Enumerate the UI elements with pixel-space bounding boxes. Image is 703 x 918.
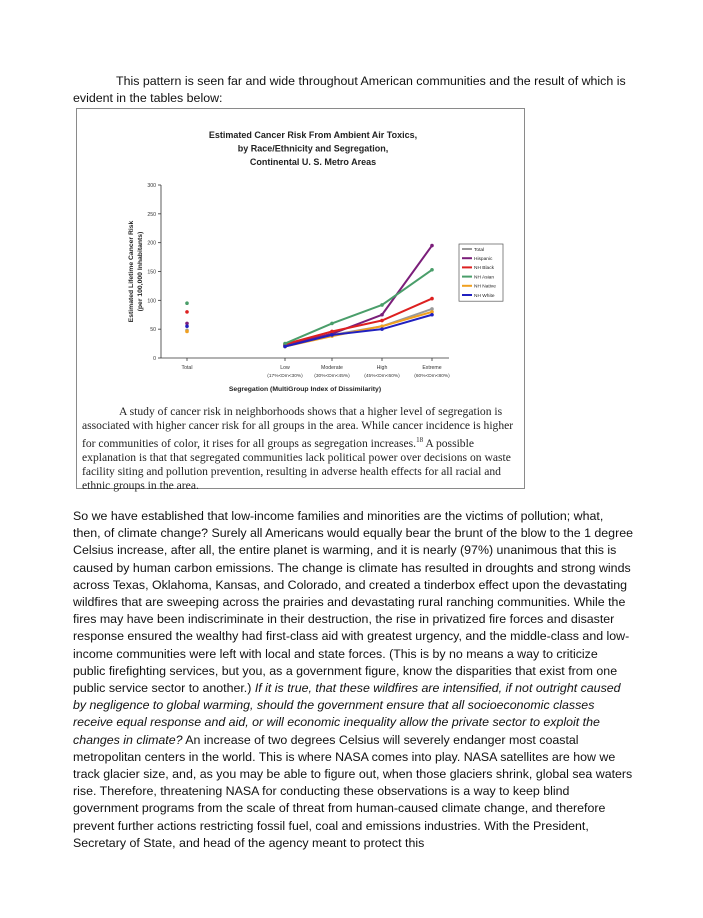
data-point — [380, 319, 384, 323]
x-tick-label: High — [376, 365, 388, 371]
chart-figure — [76, 108, 525, 493]
data-point — [330, 333, 334, 337]
caption-text-2: A possible explanation is that that segregated communities lack political power over decisions on waste facility siting and pollution prevention, resulting in adverse health effects for all racial and ethnic groups in the area. — [82, 437, 511, 493]
y-tick-label: 150 — [147, 269, 156, 276]
legend-label: Total — [474, 247, 485, 253]
x-tick-label: Total — [181, 365, 193, 371]
x-tick-label: Extreme — [422, 365, 442, 371]
data-point — [380, 327, 384, 331]
x-tick-sublabel: (30%<Dm<45%) — [314, 374, 350, 379]
intro-paragraph — [73, 73, 633, 107]
data-point — [380, 303, 384, 307]
footnote-marker: 18 — [416, 436, 424, 445]
data-point — [430, 268, 434, 272]
chart-title-line: by Race/Ethnicity and Segregation, — [237, 143, 389, 154]
cancer-risk-chart — [77, 109, 524, 399]
chart-title-line: Continental U. S. Metro Areas — [249, 157, 377, 167]
legend-label: NH Asian — [474, 275, 494, 281]
x-axis-label: Segregation (MultiGroup Index of Dissimilarity) — [228, 386, 382, 393]
caption-text: A study of cancer risk in neighborhoods shows that a higher level of segregation is associated with higher cancer risk for all groups in the area. While cancer incidence is higher for communities of color, it rises for all groups as segregation increases. — [82, 405, 514, 451]
chart-title-line: Estimated Cancer Risk From Ambient Air Toxics, — [208, 130, 418, 140]
body-italic-question: If it is true, that these wildfires are intensified, if not outright caused by negligence to global warming, should the government ensure that all socioeconomic classes receive equal response and aid, or will economic inequality allow the private sector to exploit the changes in climate? — [73, 681, 621, 747]
data-point — [330, 322, 334, 326]
x-tick-sublabel: (45%<Dm<60%) — [364, 374, 400, 379]
total-data-point — [185, 330, 189, 334]
y-tick-label: 300 — [147, 183, 156, 189]
total-data-point — [185, 310, 189, 314]
intro-text: This pattern is seen far and wide throughout American communities and the result of which is evident in the tables below: — [73, 74, 626, 106]
y-tick-label: 50 — [150, 327, 156, 334]
y-tick-label: 200 — [147, 240, 156, 247]
body-paragraph — [73, 508, 633, 852]
y-axis-label: Estimated Lifetime Cancer Risk — [128, 220, 135, 323]
data-point — [330, 330, 334, 334]
legend-label: NH Black — [474, 266, 494, 272]
data-point — [380, 313, 384, 317]
chart-caption — [82, 405, 516, 493]
data-point — [430, 313, 434, 317]
legend-label: NH White — [474, 293, 495, 299]
legend-label: NH Native — [474, 284, 496, 290]
y-tick-label: 250 — [147, 211, 156, 218]
data-point — [283, 345, 287, 349]
body-text-2: An increase of two degrees Celsius will severely endanger most coastal metropolitan centers in the world. This is where NASA comes into play. NASA satellites are how we track glacier size, and, as you may be able to figure out, when those glaciers shrink, global sea waters rise. Therefore, threatening NASA for conducting these observations is a way to keep blind government programs from the scale of threat from human-caused climate change, and therefore prevent further actions restricting fossil fuel, coal and emissions industries. With the President, Secretary of State, and head of the agency meant to protect this — [73, 732, 633, 850]
x-tick-label: Low — [280, 365, 290, 371]
data-point — [430, 244, 434, 248]
y-tick-label: 0 — [153, 356, 156, 362]
x-tick-label: Moderate — [321, 365, 343, 371]
total-data-point — [185, 324, 189, 328]
x-tick-sublabel: (60%<Dm<80%) — [414, 374, 450, 379]
data-point — [430, 297, 434, 301]
legend-label: Hispanic — [474, 257, 493, 262]
body-text-1: So we have established that low-income families and minorities are the victims of pollution; what, then, of climate change? Surely all Americans would equally bear the brunt of the blow to the 1 degree Celsius increase, after all, the entire planet is warming, and it is nearly (97%) unanimous that this is caused by human carbon emissions. The change is climate has resulted in droughts and strong winds across Texas, Oklahoma, Kansas, and Colorado, and created a tinderbox effect upon the devastating wildfires that are sweeping across the prairies and devastating rural ranching communities. While the fires may have been indiscriminate in their destruction, the rise in privatized fire forces and disaster response ensured the wealthy had first-class aid with greatest urgency, and the middle-class and low-income communities were left with local and state forces. (This is by no means a way to criticize public firefighting services, but you, as a government figure, know the disparities that exist from one public service sector to another.) — [73, 509, 633, 696]
y-axis-label: (per 100,000 Inhabitants) — [137, 231, 144, 312]
x-tick-sublabel: (17%<Dm<30%) — [267, 374, 303, 379]
y-tick-label: 100 — [147, 298, 156, 305]
total-data-point — [185, 301, 189, 305]
